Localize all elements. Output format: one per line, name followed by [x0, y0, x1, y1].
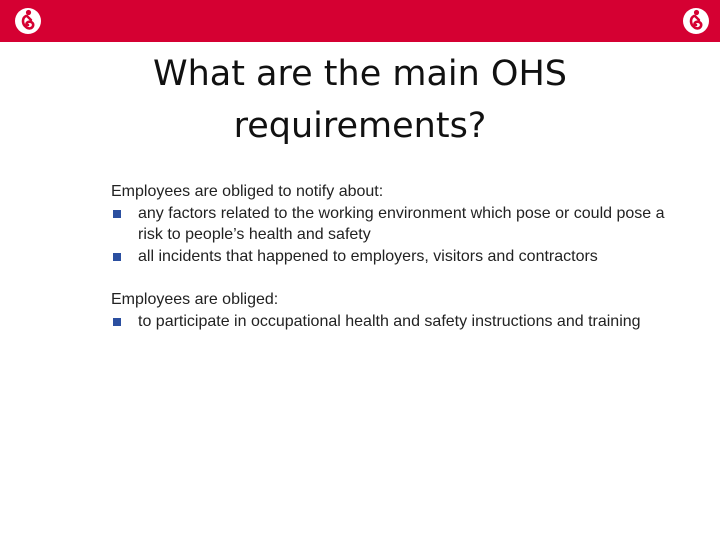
square-bullet-icon [113, 318, 121, 326]
list-item [111, 246, 671, 268]
slide-body [111, 181, 671, 333]
square-bullet-icon [113, 210, 121, 218]
section-2-intro: Employees are obliged: [111, 291, 279, 309]
bullet-text: to participate in occupational health and safety instructions and training [138, 312, 641, 330]
bullet-text: all incidents that happened to employers, visitors and contractors [138, 247, 598, 265]
header-bar [0, 0, 720, 42]
mother-child-logo-icon [14, 7, 42, 35]
section-1-intro: Employees are obliged to notify about: [111, 183, 384, 200]
section-1-bullets [111, 203, 671, 268]
slide-title [100, 48, 620, 152]
section-spacer [111, 267, 671, 289]
bullet-text: any factors related to the working environment which pose or could pose a risk to people’s health and safety [138, 204, 665, 244]
section-2-bullets [111, 311, 671, 333]
mother-child-logo-icon [682, 7, 710, 35]
slide-title-line-1: What are the main OHS [152, 54, 568, 94]
list-item [111, 203, 671, 246]
slide-title-line-2: requirements? [233, 106, 487, 146]
list-item [111, 311, 671, 333]
square-bullet-icon [113, 253, 121, 261]
